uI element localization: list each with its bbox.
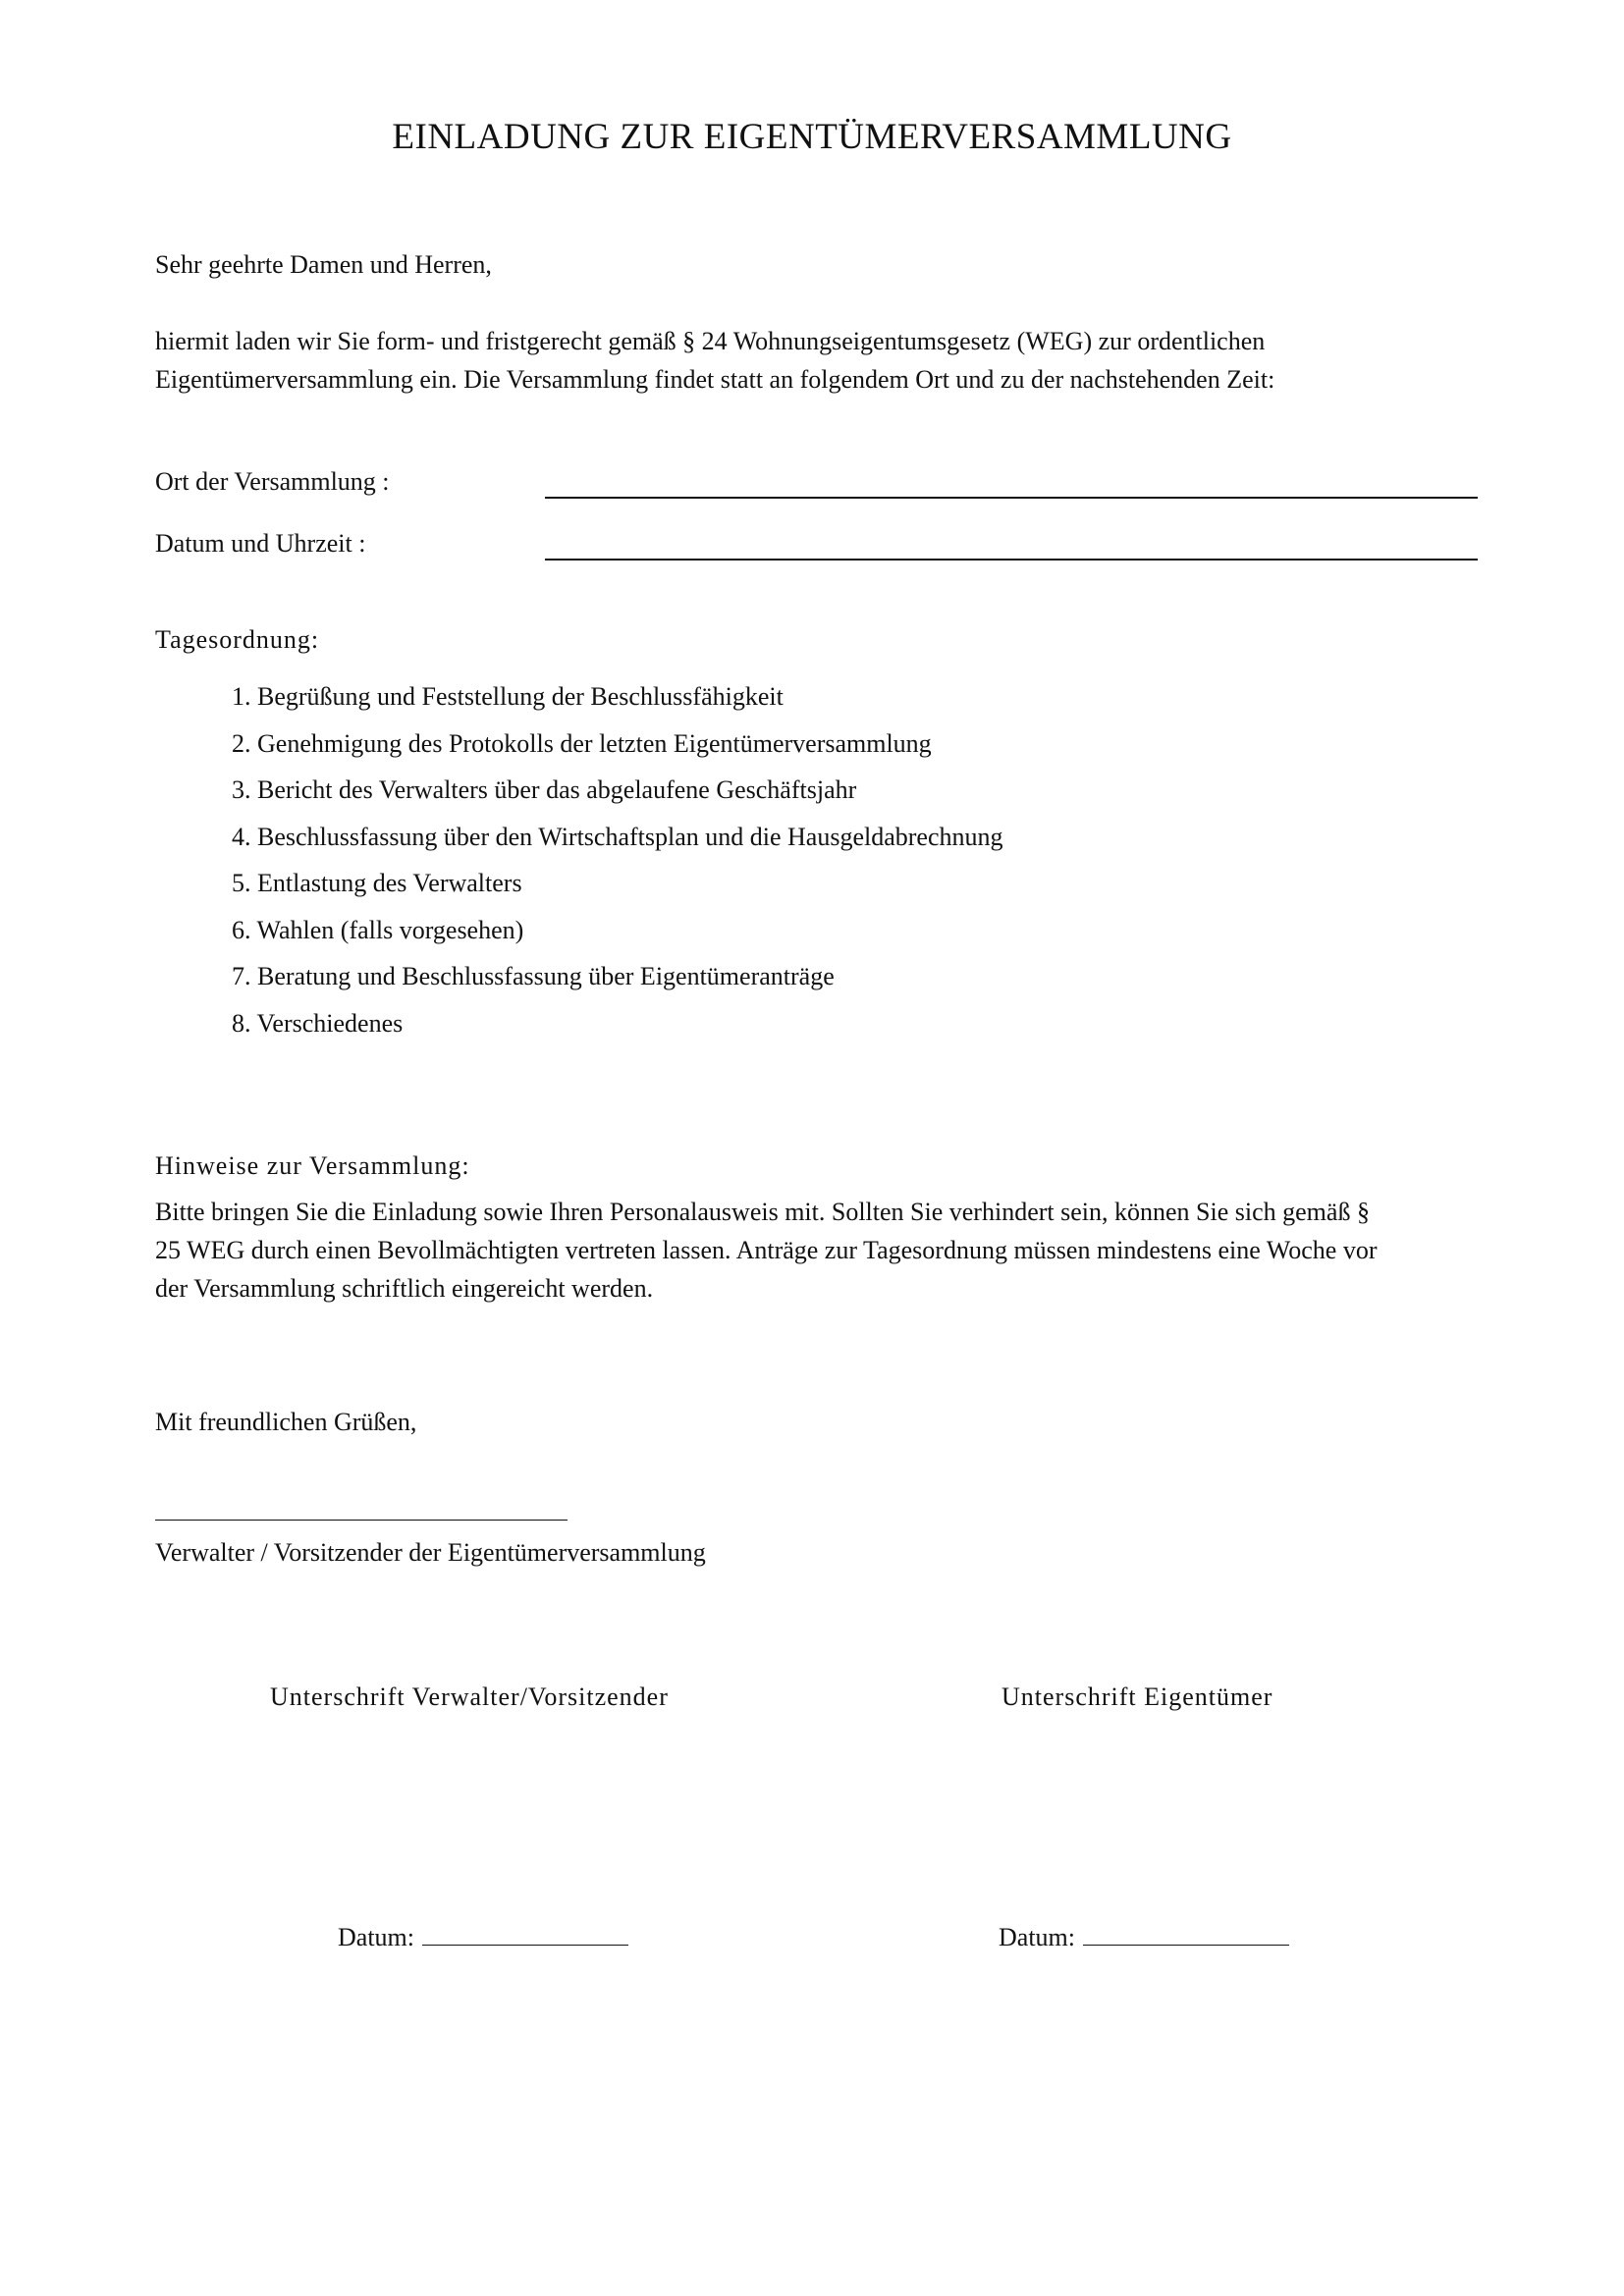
agenda-item: 3. Bericht des Verwalters über das abgelaufene Geschäftsjahr <box>232 775 857 804</box>
date-label-left: Datum: <box>338 1923 414 1951</box>
intro-line-2: Eigentümerversammlung ein. Die Versammlung findet statt an folgendem Ort und zu der nachstehenden Zeit: <box>155 365 1275 394</box>
date-input-line-right[interactable] <box>1083 1919 1289 1946</box>
signature-label-owner: Unterschrift Eigentümer <box>1001 1682 1273 1711</box>
signer-role: Verwalter / Vorsitzender der Eigentümerversammlung <box>155 1538 706 1567</box>
agenda-item: 2. Genehmigung des Protokolls der letzten Eigentümerversammlung <box>232 728 932 758</box>
intro-line-1: hiermit laden wir Sie form- und fristgerecht gemäß § 24 Wohnungseigentumsgesetz (WEG) zur ordentlichen <box>155 327 1266 355</box>
agenda-item: 7. Beratung und Beschlussfassung über Eigentümeranträge <box>232 962 835 990</box>
agenda-item: 5. Entlastung des Verwalters <box>232 869 522 897</box>
notes-line-1: Bitte bringen Sie die Einladung sowie Ihren Personalausweis mit. Sollten Sie verhindert sein, können Sie sich gemäß § <box>155 1198 1370 1226</box>
notes-heading: Hinweise zur Versammlung: <box>155 1151 470 1180</box>
signer-signature-line[interactable] <box>155 1520 568 1521</box>
date-input-line-left[interactable] <box>422 1919 628 1946</box>
signature-label-manager: Unterschrift Verwalter/Vorsitzender <box>270 1682 669 1711</box>
notes-line-2: 25 WEG durch einen Bevollmächtigten vertreten lassen. Anträge zur Tagesordnung müssen mindestens eine Woche vor <box>155 1236 1378 1264</box>
location-input-line[interactable] <box>545 497 1478 499</box>
agenda-item: 8. Verschiedenes <box>232 1008 404 1038</box>
date-field-left <box>338 1918 628 1956</box>
datetime-input-line[interactable] <box>545 559 1478 561</box>
location-label: Ort der Versammlung : <box>155 467 390 496</box>
document-title: EINLADUNG ZUR EIGENTÜMERVERSAMMLUNG <box>392 117 1232 157</box>
date-field-right <box>999 1918 1289 1956</box>
salutation: Sehr geehrte Damen und Herren, <box>155 250 492 279</box>
agenda-item: 6. Wahlen (falls vorgesehen) <box>232 915 524 944</box>
agenda-list <box>232 677 1003 1050</box>
agenda-item: 4. Beschlussfassung über den Wirtschaftsplan und die Hausgeldabrechnung <box>232 822 1003 851</box>
date-label-right: Datum: <box>999 1923 1075 1951</box>
datetime-label: Datum und Uhrzeit : <box>155 529 366 558</box>
closing-greeting: Mit freundlichen Grüßen, <box>155 1408 417 1436</box>
agenda-item: 1. Begrüßung und Feststellung der Beschlussfähigkeit <box>232 682 784 711</box>
agenda-heading: Tagesordnung: <box>155 625 320 654</box>
notes-line-3: der Versammlung schriftlich eingereicht werden. <box>155 1274 654 1303</box>
